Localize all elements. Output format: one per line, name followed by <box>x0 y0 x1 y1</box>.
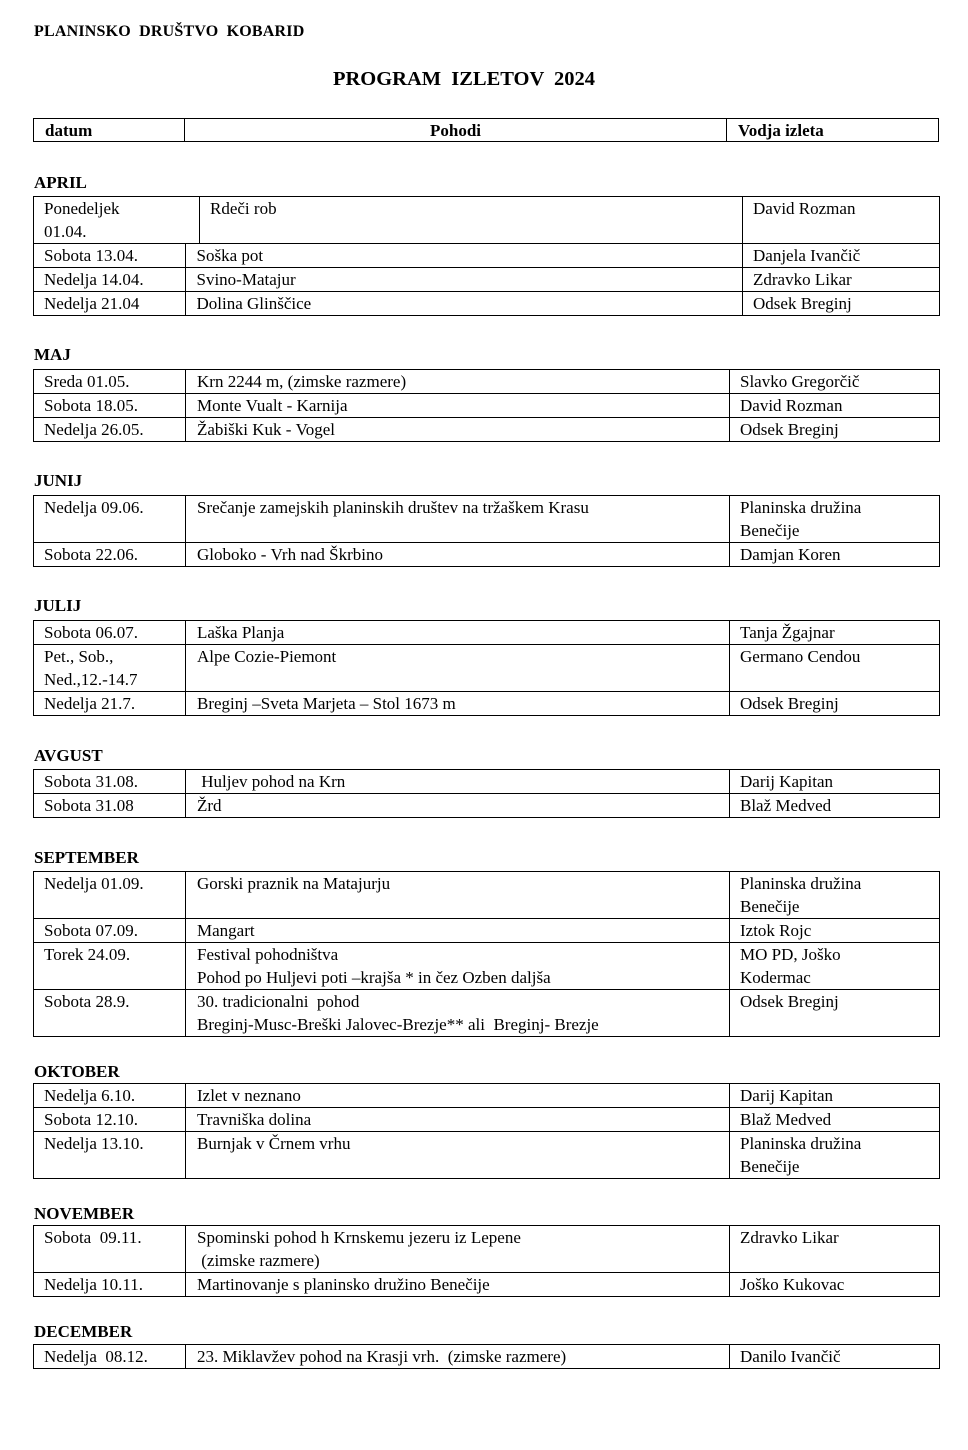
date-cell <box>34 496 186 543</box>
hike-cell <box>186 394 730 418</box>
leader-cell-line: Blaž Medved <box>740 1110 832 1129</box>
hike-cell <box>186 1108 730 1132</box>
hike-cell <box>185 268 743 292</box>
month-heading: JULIJ <box>34 596 82 615</box>
date-cell-line: Nedelja 21.7. <box>44 694 136 713</box>
leader-cell <box>730 621 940 645</box>
date-cell <box>34 919 186 943</box>
date-cell-line: Nedelja 08.12. <box>44 1347 148 1366</box>
hike-cell <box>186 621 730 645</box>
date-cell-line: 01.04. <box>44 222 87 241</box>
hike-cell-line: Srečanje zamejskih planinskih društev na tržaškem Krasu <box>197 498 589 517</box>
hike-cell-line: Svino-Matajur <box>196 270 296 289</box>
month-heading: AVGUST <box>34 746 103 765</box>
date-cell <box>34 692 186 716</box>
header-hikes: Pohodi <box>185 119 727 141</box>
date-cell <box>34 1084 186 1108</box>
leader-cell <box>730 645 940 692</box>
hike-cell-line: Alpe Cozie-Piemont <box>197 647 337 666</box>
hike-cell <box>186 496 730 543</box>
date-cell-line: Nedelja 13.10. <box>44 1134 144 1153</box>
date-cell-line: Sobota 22.06. <box>44 545 138 564</box>
header-date: datum <box>34 119 185 141</box>
table-row <box>34 1273 940 1297</box>
hike-cell-line: Soška pot <box>196 246 264 265</box>
hike-cell-line: Travniška dolina <box>197 1110 312 1129</box>
date-cell-line: Sobota 07.09. <box>44 921 138 940</box>
hike-cell-line: Festival pohodništva <box>197 945 339 964</box>
table-row <box>34 496 940 543</box>
hike-cell-line: Dolina Glinščice <box>196 294 312 313</box>
table-row <box>34 268 940 292</box>
month-heading: MAJ <box>34 345 71 364</box>
date-cell <box>34 418 186 442</box>
hike-cell-line: Martinovanje s planinsko družino Benečije <box>197 1275 490 1294</box>
leader-cell-line: Danilo Ivančič <box>740 1347 841 1366</box>
leader-cell-line: Kodermac <box>740 968 811 987</box>
leader-cell-line: Odsek Breginj <box>753 294 852 313</box>
date-cell <box>34 990 186 1037</box>
date-cell-line: Nedelja 6.10. <box>44 1086 136 1105</box>
month-table <box>33 1344 940 1369</box>
leader-cell-line: Benečije <box>740 521 800 540</box>
hike-cell <box>186 370 730 394</box>
hike-cell-line: Breginj –Sveta Marjeta – Stol 1673 m <box>197 694 456 713</box>
table-row <box>34 770 940 794</box>
date-cell-line: Sreda 01.05. <box>44 372 130 391</box>
date-cell <box>34 197 186 244</box>
leader-cell-line: Iztok Rojc <box>740 921 812 940</box>
hike-cell <box>186 418 730 442</box>
leader-cell <box>730 394 940 418</box>
date-cell-line: Torek 24.09. <box>44 945 131 964</box>
date-cell-line: Sobota 31.08. <box>44 772 138 791</box>
hike-cell <box>186 943 730 990</box>
hike-cell-line: 23. Miklavžev pohod na Krasji vrh. (zimske razmere) <box>197 1347 567 1366</box>
month-heading: OKTOBER <box>34 1062 120 1081</box>
month-table <box>33 871 940 1037</box>
leader-cell-line: Zdravko Likar <box>740 1228 839 1247</box>
leader-cell <box>730 543 940 567</box>
table-row <box>34 919 940 943</box>
leader-cell <box>730 692 940 716</box>
hike-cell <box>185 197 743 244</box>
table-row <box>34 645 940 692</box>
leader-cell-line: Tanja Žgajnar <box>740 623 835 642</box>
date-cell-line: Sobota 09.11. <box>44 1228 142 1247</box>
hike-cell <box>186 990 730 1037</box>
leader-cell <box>730 919 940 943</box>
leader-cell <box>730 1084 940 1108</box>
date-cell-line: Sobota 28.9. <box>44 992 130 1011</box>
hike-cell <box>186 794 730 818</box>
date-cell-line: Ned.,12.-14.7 <box>44 670 138 689</box>
date-cell <box>34 1108 186 1132</box>
leader-cell-line: Benečije <box>740 1157 800 1176</box>
leader-cell-line: Joško Kukovac <box>740 1275 845 1294</box>
hike-cell-line: Gorski praznik na Matajurju <box>197 874 391 893</box>
page-title: PROGRAM IZLETOV 2024 <box>332 68 596 90</box>
date-cell <box>34 1273 186 1297</box>
leader-cell <box>730 1273 940 1297</box>
hike-cell <box>185 292 743 316</box>
hike-cell-line: Mangart <box>197 921 255 940</box>
table-row <box>34 197 940 244</box>
month-table <box>33 620 940 716</box>
hike-cell-line: Laška Planja <box>197 623 285 642</box>
leader-cell-line: Odsek Breginj <box>740 694 839 713</box>
date-cell-line: Pet., Sob., <box>44 647 114 666</box>
table-row <box>34 621 940 645</box>
table-row <box>34 394 940 418</box>
leader-cell <box>730 496 940 543</box>
date-cell-line: Sobota 13.04. <box>44 246 138 265</box>
leader-cell <box>743 292 940 316</box>
leader-cell-line: Zdravko Likar <box>753 270 852 289</box>
leader-cell-line: Germano Cendou <box>740 647 861 666</box>
leader-cell <box>730 418 940 442</box>
leader-cell <box>743 268 940 292</box>
hike-cell <box>186 1132 730 1179</box>
hike-cell-line: (zimske razmere) <box>197 1251 320 1270</box>
hike-cell <box>186 645 730 692</box>
leader-cell-line: Odsek Breginj <box>740 992 839 1011</box>
table-row <box>34 872 940 919</box>
date-cell <box>34 1345 186 1369</box>
column-divider <box>199 197 200 243</box>
leader-cell-line: Darij Kapitan <box>740 772 833 791</box>
date-cell <box>34 370 186 394</box>
leader-cell <box>730 794 940 818</box>
header-leader: Vodja izleta <box>738 121 824 140</box>
leader-cell-line: David Rozman <box>740 396 843 415</box>
hike-cell-line: Žrd <box>197 796 222 815</box>
hike-cell-line: Breginj-Musc-Breški Jalovec-Brezje** ali Breginj- Brezje <box>197 1015 599 1034</box>
leader-cell-line: MO PD, Joško <box>740 945 841 964</box>
date-cell-line: Nedelja 14.04. <box>44 270 144 289</box>
hike-cell-line: Spominski pohod h Krnskemu jezeru iz Lepene <box>197 1228 521 1247</box>
date-cell <box>34 543 186 567</box>
month-table <box>33 495 940 567</box>
table-row <box>34 1132 940 1179</box>
date-cell <box>34 794 186 818</box>
month-table <box>33 1083 940 1179</box>
leader-cell <box>730 1108 940 1132</box>
hike-cell-line: Izlet v neznano <box>197 1086 301 1105</box>
date-cell <box>34 645 186 692</box>
hike-cell <box>186 770 730 794</box>
leader-cell <box>730 770 940 794</box>
date-cell-line: Sobota 31.08 <box>44 796 134 815</box>
date-cell <box>34 943 186 990</box>
month-table <box>33 1225 940 1297</box>
leader-cell <box>730 370 940 394</box>
hike-cell-line: Globoko - Vrh nad Škrbino <box>197 545 383 564</box>
date-cell <box>34 1132 186 1179</box>
date-cell <box>34 244 186 268</box>
organization-name: PLANINSKO DRUŠTVO KOBARID <box>34 23 305 40</box>
month-table <box>33 769 940 818</box>
date-cell-line: Nedelja 01.09. <box>44 874 144 893</box>
hike-cell-line: Huljev pohod na Krn <box>197 772 346 791</box>
month-heading: NOVEMBER <box>34 1204 135 1223</box>
date-cell-line: Sobota 12.10. <box>44 1110 138 1129</box>
date-cell <box>34 268 186 292</box>
month-table <box>33 369 940 442</box>
hike-cell-line: Pohod po Huljevi poti –krajša * in čez Ozben daljša <box>197 968 551 987</box>
date-cell <box>34 770 186 794</box>
month-heading: JUNIJ <box>34 471 83 490</box>
table-row <box>34 292 940 316</box>
hike-cell-line: Burnjak v Črnem vrhu <box>197 1134 351 1153</box>
leader-cell <box>730 1226 940 1273</box>
hike-cell <box>186 1084 730 1108</box>
leader-cell-line: Damjan Koren <box>740 545 841 564</box>
hike-cell <box>185 244 743 268</box>
date-cell-line: Sobota 06.07. <box>44 623 138 642</box>
table-row <box>34 1345 940 1369</box>
date-cell-line: Nedelja 09.06. <box>44 498 144 517</box>
hike-cell-line: Monte Vualt - Karnija <box>197 396 348 415</box>
leader-cell <box>743 197 940 244</box>
leader-cell-line: Danjela Ivančič <box>753 246 861 265</box>
month-heading: SEPTEMBER <box>34 848 139 867</box>
date-cell <box>34 292 186 316</box>
leader-cell <box>743 244 940 268</box>
leader-cell-line: Planinska družina <box>740 874 862 893</box>
leader-cell <box>730 872 940 919</box>
leader-cell <box>730 943 940 990</box>
date-cell <box>34 394 186 418</box>
table-row <box>34 543 940 567</box>
date-cell-line: Sobota 18.05. <box>44 396 138 415</box>
month-heading: DECEMBER <box>34 1322 133 1341</box>
month-heading: APRIL <box>34 173 87 192</box>
leader-cell <box>730 990 940 1037</box>
table-row <box>34 943 940 990</box>
leader-cell-line: Benečije <box>740 897 800 916</box>
leader-cell-line: Slavko Gregorčič <box>740 372 860 391</box>
leader-cell-line: Odsek Breginj <box>740 420 839 439</box>
date-cell-line: Nedelja 10.11. <box>44 1275 143 1294</box>
table-row <box>34 794 940 818</box>
date-cell-line: Ponedeljek <box>44 199 120 218</box>
date-cell <box>34 621 186 645</box>
leader-cell-line: David Rozman <box>753 199 856 218</box>
leader-cell-line: Planinska družina <box>740 498 862 517</box>
month-table <box>33 196 940 316</box>
hike-cell-line: Žabiški Kuk - Vogel <box>197 420 336 439</box>
date-cell-line: Nedelja 21.04 <box>44 294 140 313</box>
hike-cell <box>186 543 730 567</box>
hike-cell <box>186 1226 730 1273</box>
table-header <box>33 118 939 142</box>
leader-cell-line: Darij Kapitan <box>740 1086 833 1105</box>
table-row <box>34 990 940 1037</box>
leader-cell-line: Planinska družina <box>740 1134 862 1153</box>
hike-cell <box>186 872 730 919</box>
hike-cell-line: Rdeči rob <box>210 199 277 218</box>
hike-cell-line: Krn 2244 m, (zimske razmere) <box>197 372 407 391</box>
leader-cell <box>730 1345 940 1369</box>
table-row <box>34 1108 940 1132</box>
table-row <box>34 244 940 268</box>
hike-cell <box>186 1345 730 1369</box>
hike-cell <box>186 692 730 716</box>
date-cell <box>34 1226 186 1273</box>
table-row <box>34 370 940 394</box>
hike-cell-line: 30. tradicionalni pohod <box>197 992 360 1011</box>
leader-cell <box>730 1132 940 1179</box>
table-row <box>34 418 940 442</box>
date-cell <box>34 872 186 919</box>
table-row <box>34 1084 940 1108</box>
hike-cell <box>186 919 730 943</box>
leader-cell-line: Blaž Medved <box>740 796 832 815</box>
hike-cell <box>186 1273 730 1297</box>
date-cell-line: Nedelja 26.05. <box>44 420 144 439</box>
table-row <box>34 692 940 716</box>
table-row <box>34 1226 940 1273</box>
